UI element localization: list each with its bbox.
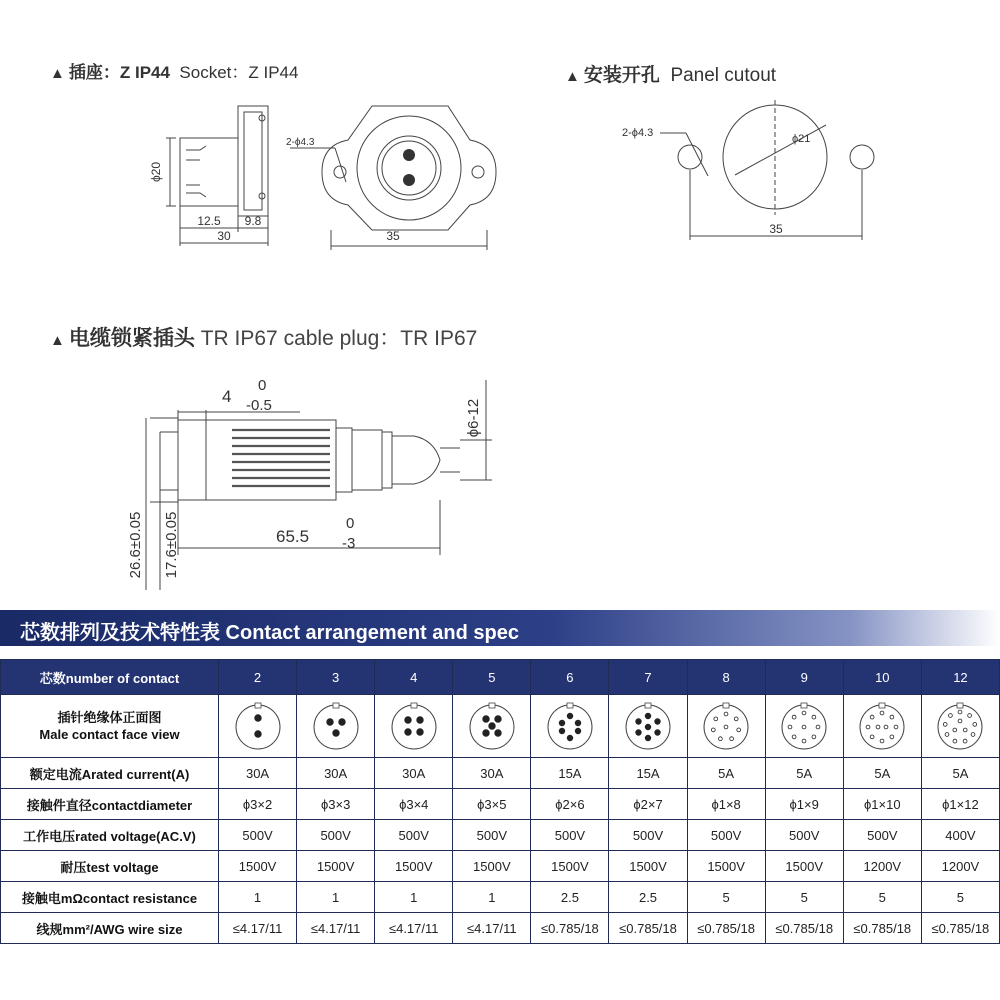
row-diameter [1, 789, 1000, 820]
current-value: 30A [297, 758, 375, 789]
insulator-outline [236, 705, 280, 749]
pin-dot [953, 739, 957, 743]
pin-dot [404, 729, 411, 736]
dim-plug-length: 65.5 [276, 527, 310, 546]
pin-dot [730, 737, 734, 741]
socket-heading: ▲ 插座：Z IP44 Socket：Z IP44 [50, 63, 299, 82]
pin-dot [812, 735, 816, 739]
dim-plug-top-tol-dn: -0.5 [246, 397, 272, 414]
contact-count: 2 [219, 660, 297, 695]
wire-size-value: ≤0.785/18 [609, 913, 687, 944]
pin-dot [880, 739, 884, 743]
row-test-voltage [1, 851, 1000, 882]
test-voltage-value: 1500V [609, 851, 687, 882]
test-voltage-value: 1500V [531, 851, 609, 882]
test-voltage-value: 1200V [921, 851, 999, 882]
diameter-value: ϕ3×4 [375, 789, 453, 820]
voltage-value: 500V [453, 820, 531, 851]
contact-count: 7 [609, 660, 687, 695]
pin-dot [802, 725, 806, 729]
diameter-value: ϕ2×7 [609, 789, 687, 820]
key-notch [801, 703, 807, 708]
dim-plug-17-6: 17.6±0.05 [163, 511, 180, 579]
face-view-cell [843, 695, 921, 758]
insulator-outline [548, 705, 592, 749]
test-voltage-value: 1500V [375, 851, 453, 882]
contact-face-diagram [544, 700, 596, 752]
label-resistance: 接触电mΩcontact resistance [1, 882, 219, 913]
pin-dot [724, 712, 728, 716]
contact-count: 4 [375, 660, 453, 695]
label-face-view: 插针绝缘体正面图 Male contact face view [1, 695, 219, 758]
dim-plug-len-tol-up: 0 [346, 515, 355, 532]
resistance-value: 5 [687, 882, 765, 913]
pin-dot [866, 725, 870, 729]
current-value: 15A [609, 758, 687, 789]
key-notch [957, 703, 963, 708]
diameter-value: ϕ3×2 [219, 789, 297, 820]
label-voltage: 工作电压rated voltage(AC.V) [1, 820, 219, 851]
pin-dot [254, 731, 261, 738]
pin-dot [575, 720, 581, 726]
spec-table [0, 659, 1000, 944]
dim-socket-9-8: 9.8 [244, 214, 262, 228]
face-view-cell [609, 695, 687, 758]
pin-dot [876, 725, 880, 729]
key-notch [333, 703, 339, 708]
pin-dot [968, 714, 972, 718]
pin-dot [254, 715, 261, 722]
pin-dot [890, 715, 894, 719]
current-value: 5A [687, 758, 765, 789]
resistance-value: 5 [921, 882, 999, 913]
resistance-value: 1 [297, 882, 375, 913]
pin-dot [816, 725, 820, 729]
wire-size-value: ≤0.785/18 [843, 913, 921, 944]
row-face-view [1, 695, 1000, 758]
pin-dot [724, 725, 728, 729]
pin-dot [326, 719, 333, 726]
key-notch [255, 703, 261, 708]
pin-dot [645, 735, 651, 741]
key-notch [567, 703, 573, 708]
test-voltage-value: 1500V [453, 851, 531, 882]
dim-plug-len-tol-dn: -3 [342, 535, 356, 552]
label-current: 额定电流Arated current(A) [1, 758, 219, 789]
label-test: 耐压test voltage [1, 851, 219, 882]
pin-dot [959, 710, 963, 714]
contact-face-diagram [856, 700, 908, 752]
diameter-value: ϕ1×8 [687, 789, 765, 820]
test-voltage-value: 1200V [843, 851, 921, 882]
pin-dot [737, 728, 741, 732]
pin-dot [972, 733, 976, 737]
diameter-value: ϕ2×6 [531, 789, 609, 820]
pin-dot [645, 713, 651, 719]
pin-dot [483, 716, 490, 723]
pin-dot [559, 728, 565, 734]
pin-dot [567, 713, 573, 719]
pin-dot [645, 724, 651, 730]
current-value: 5A [843, 758, 921, 789]
face-view-cell [531, 695, 609, 758]
test-voltage-value: 1500V [687, 851, 765, 882]
pin-dot [559, 720, 565, 726]
contact-count: 10 [843, 660, 921, 695]
pin-dot [714, 717, 718, 721]
wire-size-value: ≤0.785/18 [921, 913, 999, 944]
pin-dot [949, 714, 953, 718]
face-view-cell [375, 695, 453, 758]
face-view-cell [219, 695, 297, 758]
voltage-value: 500V [609, 820, 687, 851]
pin-dot [894, 725, 898, 729]
resistance-value: 1 [453, 882, 531, 913]
pin-dot [636, 730, 642, 736]
plug-heading: ▲ 电缆锁紧插头 TR IP67 cable plug：TR IP67 [50, 327, 478, 350]
dim-cutout-35: 35 [769, 222, 783, 236]
voltage-value: 400V [921, 820, 999, 851]
pin-dot [802, 739, 806, 743]
dim-cutout-holes: 2-ϕ4.3 [622, 127, 654, 139]
pin-dot [959, 719, 963, 723]
pin-dot [973, 723, 977, 727]
contact-face-diagram [700, 700, 752, 752]
voltage-value: 500V [687, 820, 765, 851]
wire-size-value: ≤4.17/11 [219, 913, 297, 944]
pin-dot [944, 723, 948, 727]
contact-face-diagram [310, 700, 362, 752]
pin-dot [788, 725, 792, 729]
contact-count: 9 [765, 660, 843, 695]
contact-face-diagram [622, 700, 674, 752]
pin-dot [880, 711, 884, 715]
pin-dot [812, 715, 816, 719]
pin-dot [332, 730, 339, 737]
test-voltage-value: 1500V [219, 851, 297, 882]
pin-dot [567, 735, 573, 741]
wire-size-value: ≤0.785/18 [687, 913, 765, 944]
contact-count: 6 [531, 660, 609, 695]
face-view-cell [765, 695, 843, 758]
diameter-value: ϕ1×10 [843, 789, 921, 820]
pin-dot [719, 737, 723, 741]
pin-dot [890, 735, 894, 739]
face-view-cell [453, 695, 531, 758]
label-number: 芯数number of contact [1, 660, 219, 695]
dim-plug-26-6: 26.6±0.05 [127, 511, 144, 579]
face-view-cell [687, 695, 765, 758]
contact-count: 3 [297, 660, 375, 695]
pin-dot [870, 715, 874, 719]
pin-dot [655, 730, 661, 736]
pin-dot [964, 728, 968, 732]
label-wire: 线规mm²/AWG wire size [1, 913, 219, 944]
current-value: 5A [765, 758, 843, 789]
dim-socket-holes: 2-ϕ4.3 [286, 137, 315, 148]
spec-title: 芯数排列及技术特性表 Contact arrangement and spec [20, 622, 519, 644]
pin-dot [953, 728, 957, 732]
dim-plug-top: 4 [222, 387, 232, 406]
voltage-value: 500V [375, 820, 453, 851]
wire-size-value: ≤0.785/18 [765, 913, 843, 944]
contact-count: 8 [687, 660, 765, 695]
face-view-cell [297, 695, 375, 758]
voltage-value: 500V [297, 820, 375, 851]
diameter-value: ϕ3×5 [453, 789, 531, 820]
pin-dot [636, 719, 642, 725]
pin-dot [495, 716, 502, 723]
pin-dot [338, 719, 345, 726]
contact-count: 12 [921, 660, 999, 695]
pin-dot [495, 730, 502, 737]
spec-title-bar [0, 610, 1000, 646]
row-number-of-contact [1, 660, 1000, 695]
contact-face-diagram [232, 700, 284, 752]
pin-dot [946, 733, 950, 737]
pin-dot [870, 735, 874, 739]
pin-dot [416, 729, 423, 736]
contact-face-diagram [388, 700, 440, 752]
plug-ribs [232, 430, 330, 486]
resistance-value: 2.5 [609, 882, 687, 913]
pin-dot [802, 711, 806, 715]
pin-dot [792, 715, 796, 719]
key-notch [411, 703, 417, 708]
pin-dot [964, 739, 968, 743]
label-diameter: 接触件直径contactdiameter [1, 789, 219, 820]
pin-dot [404, 717, 411, 724]
pin-dot [575, 728, 581, 734]
contact-face-diagram [934, 700, 986, 752]
contact-face-diagram [778, 700, 830, 752]
key-notch [723, 703, 729, 708]
current-value: 30A [375, 758, 453, 789]
row-current [1, 758, 1000, 789]
voltage-value: 500V [219, 820, 297, 851]
diameter-value: ϕ3×3 [297, 789, 375, 820]
diameter-value: ϕ1×12 [921, 789, 999, 820]
resistance-value: 1 [375, 882, 453, 913]
resistance-value: 5 [843, 882, 921, 913]
resistance-value: 5 [765, 882, 843, 913]
contact-face-diagram [466, 700, 518, 752]
pin-dot [734, 717, 738, 721]
current-value: 30A [453, 758, 531, 789]
current-value: 5A [921, 758, 999, 789]
key-notch [879, 703, 885, 708]
dim-socket-30: 30 [217, 229, 231, 243]
wire-size-value: ≤4.17/11 [297, 913, 375, 944]
resistance-value: 2.5 [531, 882, 609, 913]
wire-size-value: ≤0.785/18 [531, 913, 609, 944]
pin-dot [712, 728, 716, 732]
dim-plug-top-tol-up: 0 [258, 377, 267, 394]
pin-dot [884, 725, 888, 729]
voltage-value: 500V [765, 820, 843, 851]
pin-dot [483, 730, 490, 737]
row-wire-size [1, 913, 1000, 944]
wire-size-value: ≤4.17/11 [453, 913, 531, 944]
pin-dot [416, 717, 423, 724]
key-notch [489, 703, 495, 708]
dim-socket-diameter: ϕ20 [149, 161, 163, 183]
face-view-cell [921, 695, 999, 758]
row-voltage [1, 820, 1000, 851]
contact-count: 5 [453, 660, 531, 695]
current-value: 30A [219, 758, 297, 789]
pin-dot [792, 735, 796, 739]
diameter-value: ϕ1×9 [765, 789, 843, 820]
dim-plug-cable: ϕ6-12 [465, 398, 482, 438]
voltage-value: 500V [843, 820, 921, 851]
test-voltage-value: 1500V [297, 851, 375, 882]
insulator-outline [392, 705, 436, 749]
dim-cutout-21: ϕ21 [792, 133, 811, 145]
current-value: 15A [531, 758, 609, 789]
pin-dot [655, 719, 661, 725]
row-resistance [1, 882, 1000, 913]
dim-socket-35: 35 [386, 229, 400, 243]
cutout-heading: ▲ 安装开孔 Panel cutout [565, 65, 777, 86]
test-voltage-value: 1500V [765, 851, 843, 882]
resistance-value: 1 [219, 882, 297, 913]
wire-size-value: ≤4.17/11 [375, 913, 453, 944]
panel-cutout-view [660, 100, 874, 240]
insulator-outline [314, 705, 358, 749]
key-notch [645, 703, 651, 708]
voltage-value: 500V [531, 820, 609, 851]
dim-socket-12-5: 12.5 [197, 214, 221, 228]
pin-dot [489, 723, 496, 730]
